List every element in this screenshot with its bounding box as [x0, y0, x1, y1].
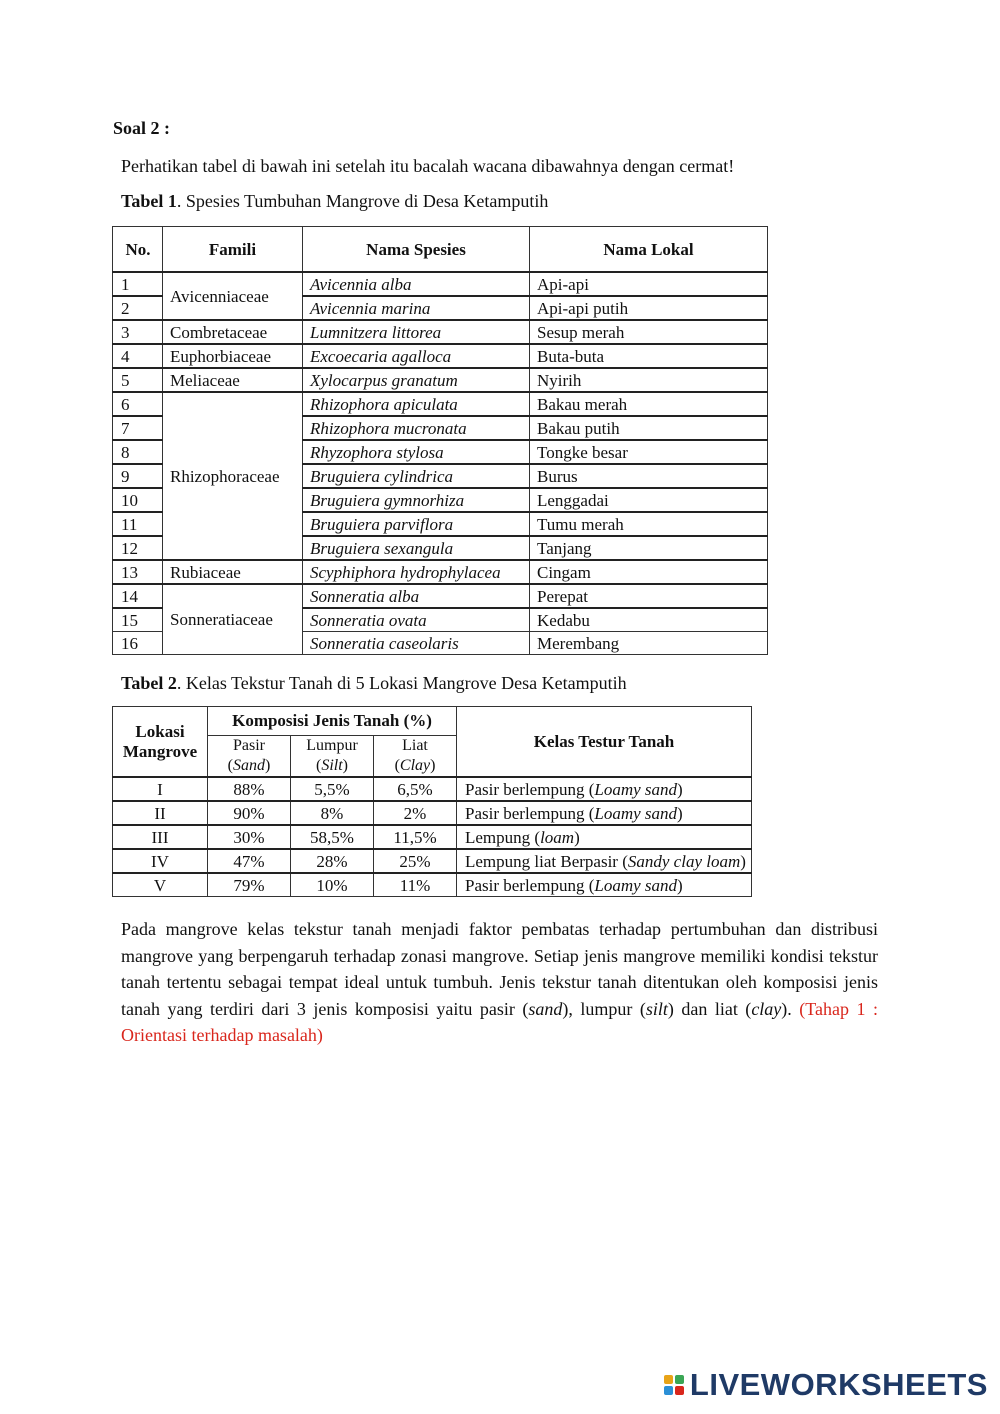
cell-famili: Rubiaceae	[163, 560, 303, 584]
cell-spesies: Avicennia marina	[303, 296, 530, 320]
cell-spesies: Scyphiphora hydrophylacea	[303, 560, 530, 584]
table2-caption-label: Tabel 2	[121, 673, 177, 693]
cell-lumpur: 58,5%	[291, 825, 374, 849]
cell-lokasi: IV	[113, 849, 208, 873]
cell-spesies: Xylocarpus granatum	[303, 368, 530, 392]
cell-liat: 2%	[374, 801, 457, 825]
cell-no: 1	[113, 272, 163, 296]
cell-liat: 11%	[374, 873, 457, 897]
passage-mid1: ), lumpur (	[562, 998, 646, 1019]
cell-no: 15	[113, 608, 163, 632]
table1-header-row	[113, 227, 768, 273]
table-row	[113, 873, 752, 897]
table-row	[113, 320, 768, 344]
table2-caption-text: . Kelas Tekstur Tanah di 5 Lokasi Mangrove Desa Ketamputih	[176, 673, 627, 693]
cell-no: 8	[113, 440, 163, 464]
kelas-text: Pasir berlempung	[465, 803, 585, 823]
cell-lokasi: III	[113, 825, 208, 849]
kelas-text: Lempung	[465, 827, 531, 847]
passage-sand: sand	[528, 998, 563, 1019]
cell-lokal: Perepat	[530, 584, 768, 608]
cell-pasir: 47%	[208, 849, 291, 873]
cell-no: 14	[113, 584, 163, 608]
cell-lumpur: 8%	[291, 801, 374, 825]
cell-lokal: Buta-buta	[530, 344, 768, 368]
table1-caption-label: Tabel 1	[121, 191, 177, 211]
cell-spesies: Bruguiera gymnorhiza	[303, 488, 530, 512]
reading-passage: Pada mangrove kelas tekstur tanah menjadi faktor pembatas terhadap pertumbuhan dan distribusi mangrove yang berpengaruh terhadap zonasi mangrove. Setiap jenis mangrove memiliki kondisi tekstur tanah tertentu sebagai tempat ideal untuk tumbuh. Jenis tekstur tanah ditentukan oleh komposisi jenis tanah yang terdiri dari 3 jenis komposisi yaitu pasir (sand), lumpur (silt) dan liat (clay). (Tahap 1 : Orientasi terhadap masalah)	[121, 919, 878, 1045]
cell-famili: Rhizophoraceae	[163, 392, 303, 560]
cell-no: 13	[113, 560, 163, 584]
logo-text: LIVEWORKSHEETS	[689, 1367, 988, 1402]
table-row	[113, 560, 768, 584]
table2-header-row	[113, 707, 752, 736]
liveworksheets-logo	[664, 1368, 988, 1402]
passage-mid2: ) dan liat (	[667, 998, 752, 1019]
question-title: Soal 2 :	[113, 118, 171, 138]
kelas-text: Lempung liat Berpasir	[465, 851, 618, 871]
header-pasir: Pasir (Sand)	[208, 736, 291, 778]
cell-pasir: 90%	[208, 801, 291, 825]
header-kelas: Kelas Testur Tanah	[457, 707, 752, 778]
cell-spesies: Avicennia alba	[303, 272, 530, 296]
passage-clay: clay	[751, 998, 782, 1019]
kelas-text: Pasir berlempung	[465, 779, 585, 799]
header-lumpur: Lumpur (Silt)	[291, 736, 374, 778]
header-famili: Famili	[163, 227, 303, 273]
cell-famili: Meliaceae	[163, 368, 303, 392]
table-row	[113, 849, 752, 873]
header-pasir-en: Sand	[233, 757, 265, 774]
cell-no: 4	[113, 344, 163, 368]
passage-main: Pada mangrove kelas tekstur tanah menjadi faktor pembatas terhadap pertumbuhan dan distribusi mangrove yang berpengaruh terhadap zonasi mangrove. Setiap jenis mangrove memiliki kondisi tekstur tanah tertentu sebagai tempat ideal untuk tumbuh. Jenis tekstur tanah ditentukan oleh komposisi jenis tanah yang terdiri dari 3 jenis komposisi yaitu pasir	[121, 919, 878, 1019]
header-no: No.	[113, 227, 163, 273]
cell-lokal: Lenggadai	[530, 488, 768, 512]
soil-texture-table	[112, 706, 752, 897]
cell-spesies: Sonneratia caseolaris	[303, 632, 530, 655]
table-row	[113, 777, 752, 801]
kelas-en: Loamy sand	[594, 875, 678, 895]
cell-famili: Sonneratiaceae	[163, 584, 303, 655]
table-row	[113, 584, 768, 608]
table-row	[113, 368, 768, 392]
cell-lokal: Tanjang	[530, 536, 768, 560]
logo-square-4	[675, 1386, 684, 1395]
cell-no: 11	[113, 512, 163, 536]
cell-lokal: Api-api putih	[530, 296, 768, 320]
cell-no: 5	[113, 368, 163, 392]
cell-lumpur: 10%	[291, 873, 374, 897]
cell-lokal: Nyirih	[530, 368, 768, 392]
cell-kelas: Pasir berlempung (Loamy sand)	[457, 873, 752, 897]
stage-note: (Tahap 1 : Orientasi terhadap masalah)	[121, 998, 878, 1045]
kelas-en: Loamy sand	[594, 803, 678, 823]
cell-kelas: Pasir berlempung (Loamy sand)	[457, 801, 752, 825]
cell-no: 7	[113, 416, 163, 440]
cell-spesies: Rhizophora apiculata	[303, 392, 530, 416]
cell-pasir: 79%	[208, 873, 291, 897]
header-lokasi-line1: Lokasi	[135, 721, 185, 741]
table-row	[113, 272, 768, 296]
kelas-en: loam	[540, 827, 575, 847]
cell-no: 12	[113, 536, 163, 560]
cell-spesies: Bruguiera cylindrica	[303, 464, 530, 488]
cell-spesies: Sonneratia ovata	[303, 608, 530, 632]
cell-lokal: Merembang	[530, 632, 768, 655]
cell-spesies: Bruguiera sexangula	[303, 536, 530, 560]
intro-text: Perhatikan tabel di bawah ini setelah itu bacalah wacana dibawahnya dengan cermat!	[121, 156, 735, 176]
cell-spesies: Rhyzophora stylosa	[303, 440, 530, 464]
cell-lokal: Api-api	[530, 272, 768, 296]
cell-lokasi: II	[113, 801, 208, 825]
cell-no: 16	[113, 632, 163, 655]
cell-no: 3	[113, 320, 163, 344]
cell-spesies: Sonneratia alba	[303, 584, 530, 608]
cell-no: 10	[113, 488, 163, 512]
kelas-text: Pasir berlempung	[465, 875, 585, 895]
cell-spesies: Lumnitzera littorea	[303, 320, 530, 344]
table1-caption-text: . Spesies Tumbuhan Mangrove di Desa Ketamputih	[176, 191, 549, 211]
logo-square-2	[675, 1375, 684, 1384]
cell-pasir: 30%	[208, 825, 291, 849]
cell-famili: Euphorbiaceae	[163, 344, 303, 368]
cell-lokal: Burus	[530, 464, 768, 488]
header-lumpur-name: Lumpur	[306, 737, 358, 754]
kelas-en: Sandy clay loam	[627, 851, 741, 871]
header-lumpur-en: Silt	[321, 757, 343, 774]
species-table	[112, 226, 768, 655]
logo-square-3	[664, 1386, 673, 1395]
cell-lumpur: 28%	[291, 849, 374, 873]
cell-no: 6	[113, 392, 163, 416]
cell-spesies: Excoecaria agalloca	[303, 344, 530, 368]
table2-caption	[121, 673, 627, 694]
header-komposisi: Komposisi Jenis Tanah (%)	[208, 707, 457, 736]
liveworksheets-logo-icon	[664, 1375, 684, 1395]
cell-no: 2	[113, 296, 163, 320]
cell-lumpur: 5,5%	[291, 777, 374, 801]
cell-lokasi: V	[113, 873, 208, 897]
cell-lokal: Bakau putih	[530, 416, 768, 440]
table-row	[113, 825, 752, 849]
header-lokasi-line2: Mangrove	[122, 741, 198, 761]
table-row	[113, 344, 768, 368]
cell-famili: Combretaceae	[163, 320, 303, 344]
cell-lokal: Bakau merah	[530, 392, 768, 416]
cell-pasir: 88%	[208, 777, 291, 801]
cell-kelas: Pasir berlempung (Loamy sand)	[457, 777, 752, 801]
cell-lokasi: I	[113, 777, 208, 801]
cell-spesies: Bruguiera parviflora	[303, 512, 530, 536]
cell-kelas: Lempung (loam)	[457, 825, 752, 849]
cell-famili: Avicenniaceae	[163, 272, 303, 320]
table-row	[113, 801, 752, 825]
cell-lokal: Kedabu	[530, 608, 768, 632]
cell-liat: 11,5%	[374, 825, 457, 849]
header-nama-lokal: Nama Lokal	[530, 227, 768, 273]
table1-caption	[121, 191, 548, 212]
header-liat: Liat (Clay)	[374, 736, 457, 778]
logo-square-1	[664, 1375, 673, 1384]
kelas-en: Loamy sand	[594, 779, 678, 799]
cell-lokal: Tumu merah	[530, 512, 768, 536]
header-liat-name: Liat	[402, 737, 428, 754]
passage-end: ).	[781, 998, 792, 1019]
cell-lokal: Sesup merah	[530, 320, 768, 344]
cell-kelas: Lempung liat Berpasir (Sandy clay loam)	[457, 849, 752, 873]
passage-silt: silt	[645, 998, 668, 1019]
header-lokasi	[113, 707, 208, 778]
cell-lokal: Tongke besar	[530, 440, 768, 464]
cell-liat: 25%	[374, 849, 457, 873]
cell-no: 9	[113, 464, 163, 488]
cell-spesies: Rhizophora mucronata	[303, 416, 530, 440]
cell-lokal: Cingam	[530, 560, 768, 584]
header-liat-en: Clay	[399, 757, 431, 774]
cell-liat: 6,5%	[374, 777, 457, 801]
table-row	[113, 392, 768, 416]
header-nama-spesies: Nama Spesies	[303, 227, 530, 273]
header-pasir-name: Pasir	[233, 737, 265, 754]
